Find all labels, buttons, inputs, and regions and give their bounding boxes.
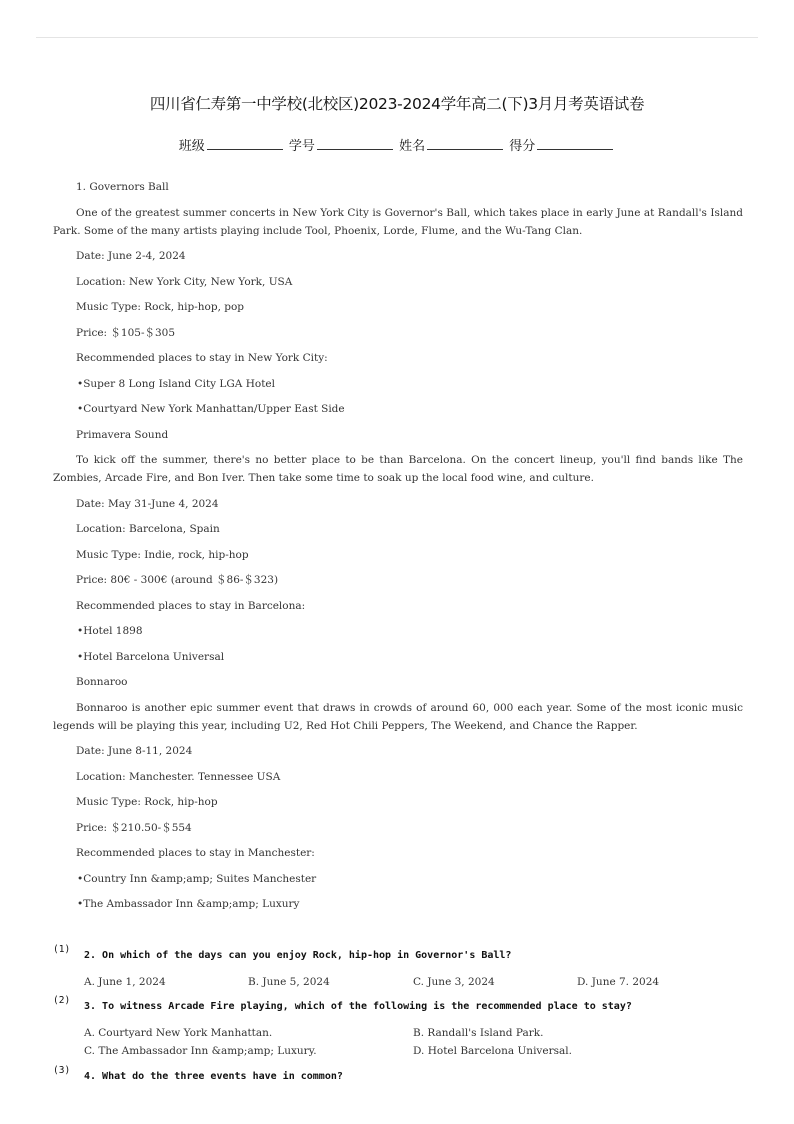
bn-price: Price: ＄210.50-＄554	[76, 821, 192, 834]
question-number: (1)	[53, 944, 71, 955]
student-id-label: 学号	[288, 139, 315, 154]
question-number: (3)	[53, 1065, 71, 1076]
question-text: 2. On which of the days can you enjoy Rock, hip-hop in Governor's Ball?	[84, 950, 512, 961]
ps-hotel-2: •Hotel Barcelona Universal	[77, 650, 225, 663]
bn-hotel-2: •The Ambassador Inn &amp;amp; Luxury	[77, 898, 300, 910]
gb-date: Date: June 2-4, 2024	[76, 250, 186, 262]
ps-music-type: Music Type: Indie, rock, hip-hop	[76, 548, 249, 561]
ps-price: Price: 80€ - 300€ (around ＄86-＄323)	[76, 574, 279, 586]
gb-location: Location: New York City, New York, USA	[76, 275, 293, 288]
bn-recommended: Recommended places to stay in Manchester:	[76, 847, 315, 859]
bn-hotel-1: •Country Inn &amp;amp; Suites Manchester	[77, 872, 317, 885]
bn-location: Location: Manchester. Tennessee USA	[76, 770, 281, 783]
name-blank[interactable]	[427, 137, 503, 150]
ps-hotel-1: •Hotel 1898	[77, 625, 143, 637]
gb-hotel-1: •Super 8 Long Island City LGA Hotel	[77, 377, 275, 390]
q2-option-a[interactable]: A. Courtyard New York Manhattan.	[84, 1027, 273, 1039]
q1-option-a[interactable]: A. June 1, 2024	[84, 976, 166, 988]
q1-option-d[interactable]: D. June 7. 2024	[577, 976, 660, 988]
q1-option-c[interactable]: C. June 3, 2024	[413, 976, 495, 988]
question-number: (2)	[53, 995, 71, 1006]
score-label: 得分	[509, 139, 536, 154]
student-info-line	[0, 135, 794, 154]
primavera-title: Primavera Sound	[76, 428, 169, 441]
bn-date: Date: June 8-11, 2024	[76, 745, 193, 757]
governors-ball-paragraph: One of the greatest summer concerts in New York City is Governor's Ball, which takes place in early June at Randall's Island Park. Some of the many artists playing include Tool, Phoenix, Lorde, Flume, and the Wu-Tang Clan.	[53, 206, 743, 237]
class-blank[interactable]	[207, 137, 283, 150]
score-blank[interactable]	[537, 137, 613, 150]
exam-title: 四川省仁寿第一中学校(北校区)2023-2024学年高二(下)3月月考英语试卷	[149, 95, 645, 113]
ps-recommended: Recommended places to stay in Barcelona:	[76, 599, 306, 612]
primavera-paragraph: To kick off the summer, there's no better place to be than Barcelona. On the concert lineup, you'll find bands like The Zombies, Arcade Fire, and Bon Iver. Then take some time to soak up the local food wine, and culture.	[53, 454, 743, 484]
name-label: 姓名	[399, 139, 426, 154]
gb-music-type: Music Type: Rock, hip-hop, pop	[76, 301, 245, 313]
bonnaroo-title: Bonnaroo	[76, 676, 128, 688]
q2-option-b[interactable]: B. Randall's Island Park.	[413, 1027, 544, 1039]
ps-location: Location: Barcelona, Spain	[76, 523, 220, 535]
q1-option-b[interactable]: B. June 5, 2024	[248, 976, 330, 988]
ps-date: Date: May 31-June 4, 2024	[76, 497, 219, 510]
question-text: 3. To witness Arcade Fire playing, which of the following is the recommended place to stay?	[84, 1001, 632, 1012]
q2-option-d[interactable]: D. Hotel Barcelona Universal.	[413, 1045, 572, 1057]
bonnaroo-paragraph: Bonnaroo is another epic summer event that draws in crowds of around 60, 000 each year. Some of the most iconic music legends will be playing this year, including U2, Red Hot Chili Peppers, The Weekend, and Chance the Rapper.	[53, 701, 743, 732]
student-id-blank[interactable]	[317, 137, 393, 150]
gb-recommended: Recommended places to stay in New York City:	[76, 352, 328, 364]
reading-passage	[53, 178, 743, 921]
bn-music-type: Music Type: Rock, hip-hop	[76, 796, 218, 808]
class-label: 班级	[178, 139, 205, 154]
gb-hotel-2: •Courtyard New York Manhattan/Upper East Side	[77, 403, 345, 415]
passage-heading: 1. Governors Ball	[76, 181, 169, 193]
q2-option-c[interactable]: C. The Ambassador Inn &amp;amp; Luxury.	[84, 1045, 317, 1057]
question-text: 4. What do the three events have in common?	[84, 1071, 343, 1082]
gb-price: Price: ＄105-＄305	[76, 326, 176, 339]
page-top-divider	[36, 37, 758, 38]
